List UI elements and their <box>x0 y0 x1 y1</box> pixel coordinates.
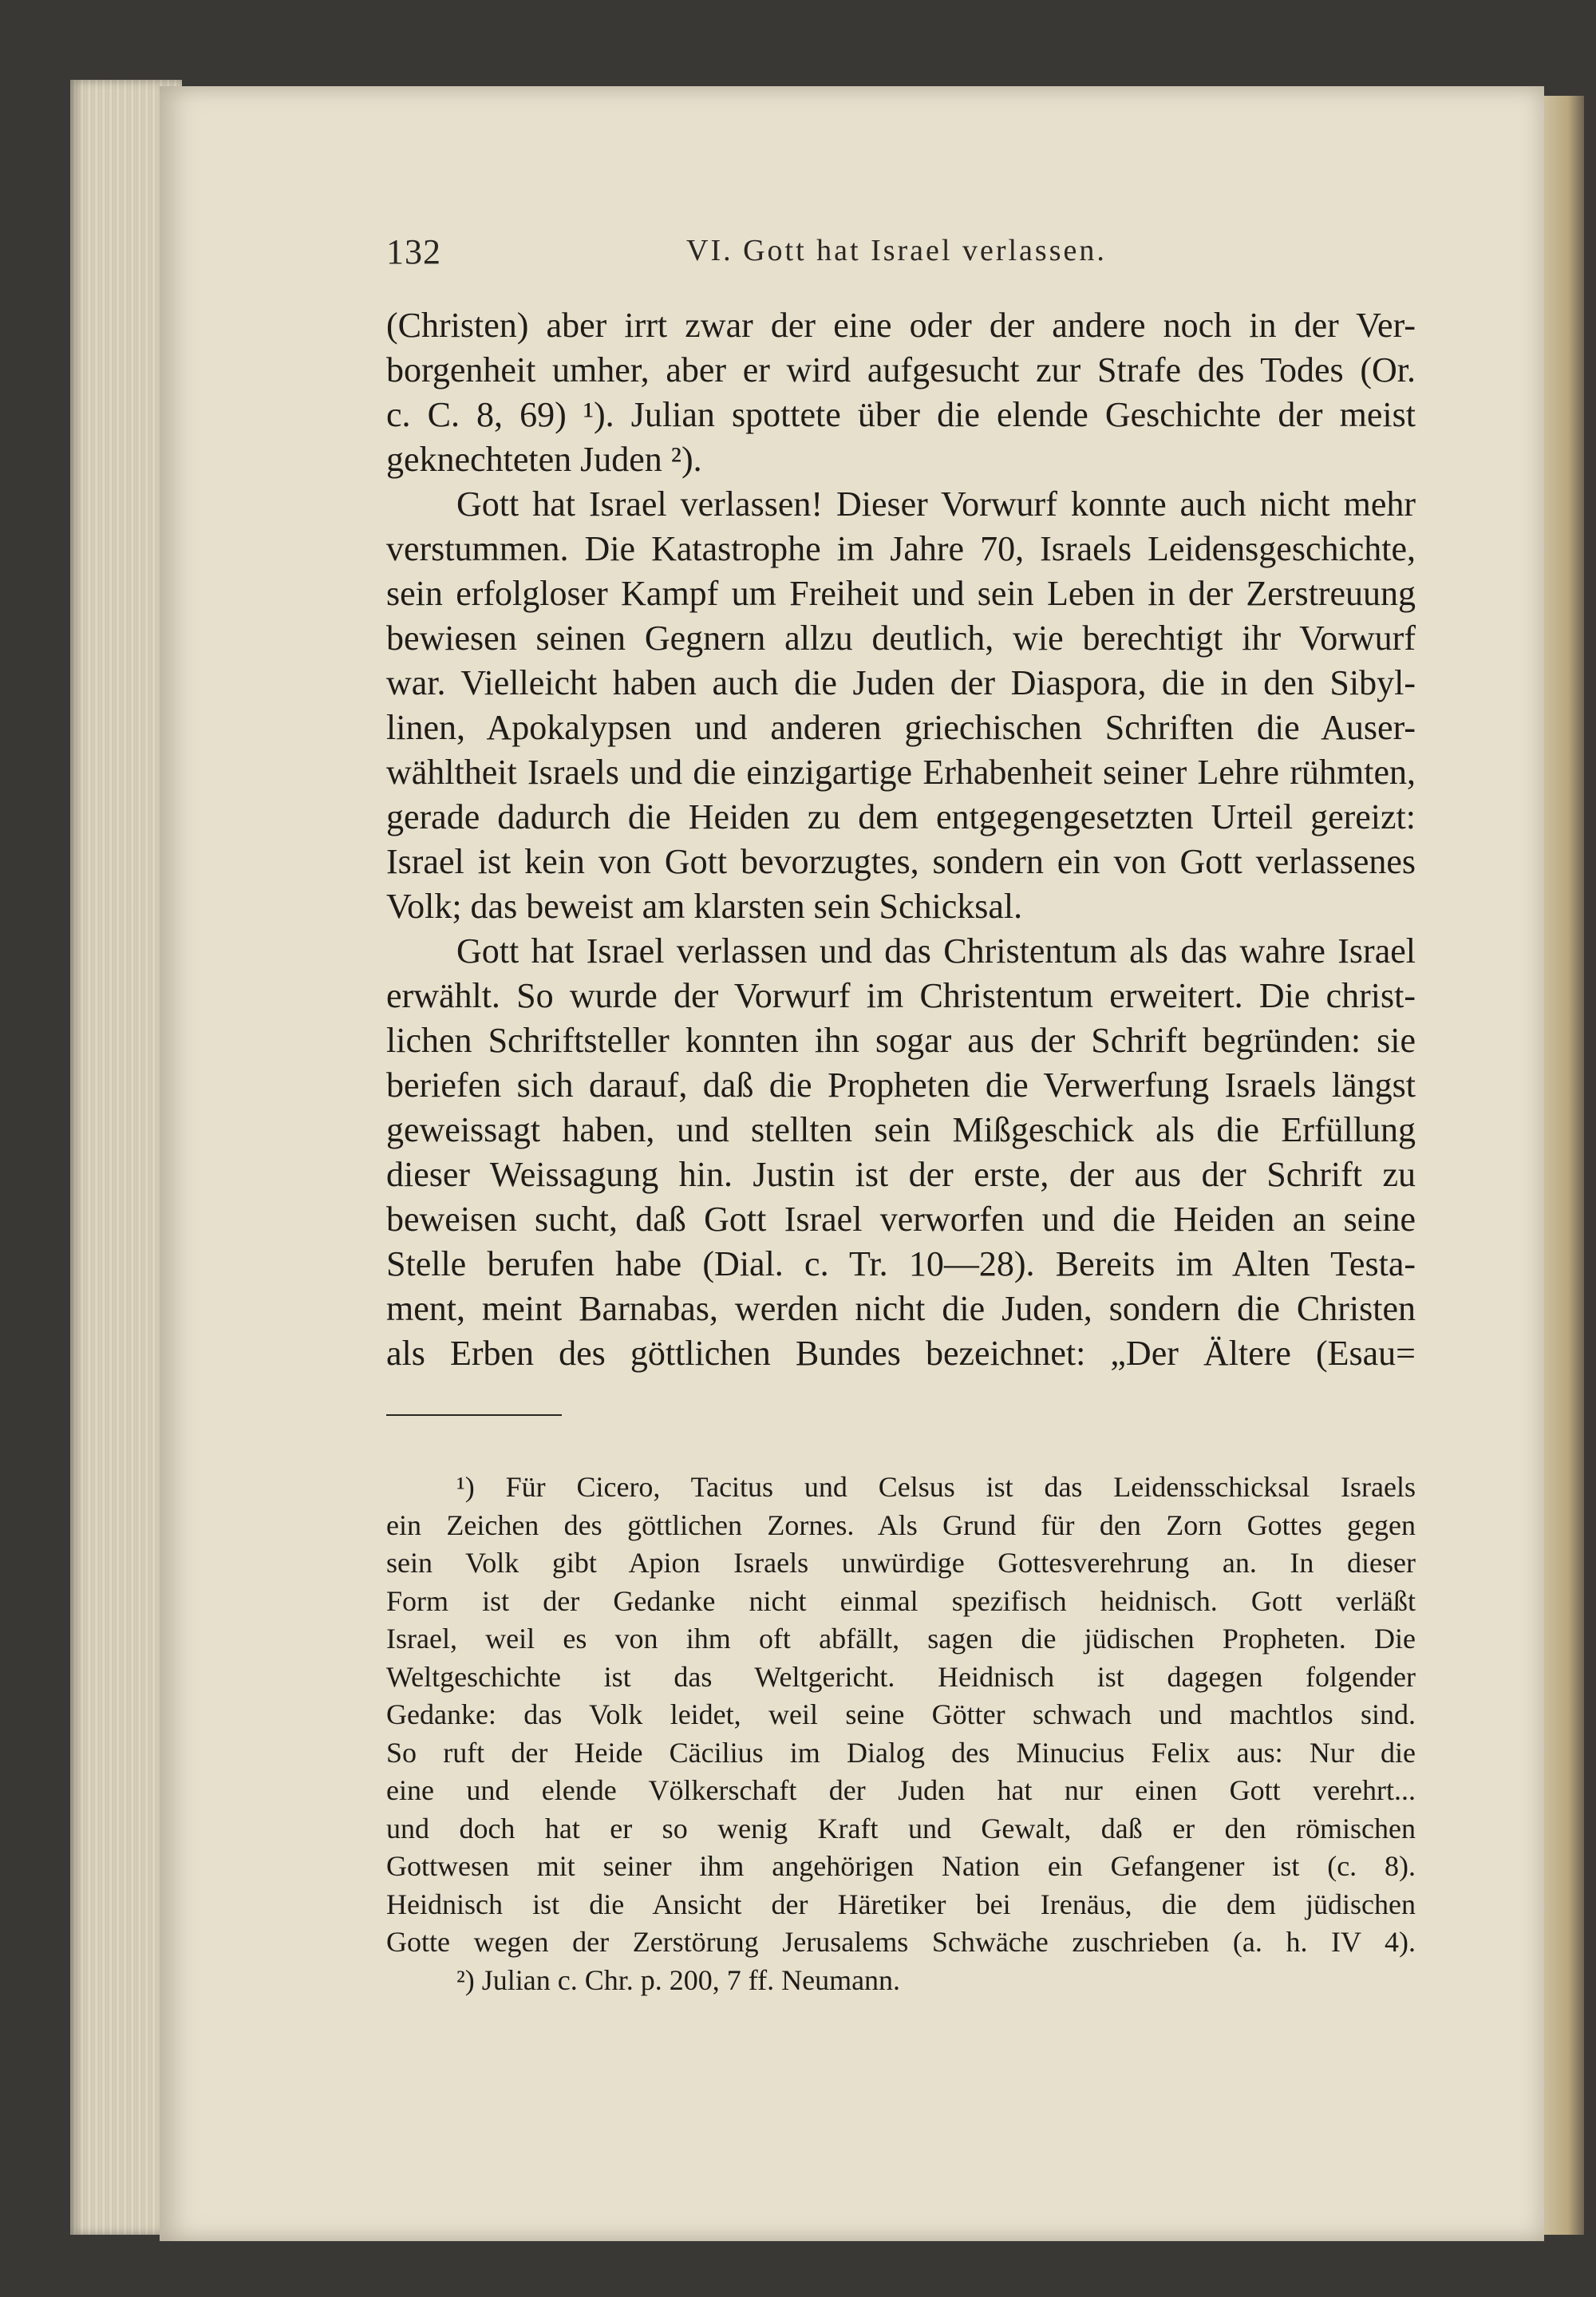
body-line: dieser Weissagung hin. Justin ist der erste, der aus der Schrift zu <box>386 1155 1416 1194</box>
body-line: (Christen) aber irrt zwar der eine oder der andere noch in der Ver- <box>386 306 1416 345</box>
body-line: geweissagt haben, und stellten sein Mißgeschick als die Erfüllung <box>386 1110 1416 1149</box>
body-line: geknechteten Juden ²). <box>386 440 702 479</box>
body-line: gerade dadurch die Heiden zu dem entgegengesetzten Urteil gereizt: <box>386 797 1416 836</box>
body-line: Stelle berufen habe (Dial. c. Tr. 10—28). Bereits im Alten Testa- <box>386 1244 1416 1283</box>
body-line: erwählt. So wurde der Vorwurf im Christentum erweitert. Die christ- <box>386 976 1416 1015</box>
footnote-line: Weltgeschichte ist das Weltgericht. Heidnisch ist dagegen folgender <box>386 1660 1416 1693</box>
footnotes <box>386 1469 1416 1999</box>
footnote-line: Gotte wegen der Zerstörung Jerusalems Schwäche zuschrieben (a. h. IV 4). <box>386 1926 1416 1958</box>
footnote-line: Gottwesen mit seiner ihm angehörigen Nation ein Gefangener ist (c. 8). <box>386 1850 1416 1882</box>
page-number: 132 <box>386 232 441 271</box>
body-line: borgenheit umher, aber er wird aufgesucht zur Strafe des Todes (Or. <box>386 350 1416 389</box>
body-line: sein erfolgloser Kampf um Freiheit und sein Leben in der Zerstreuung <box>386 574 1416 613</box>
body-line: lichen Schriftsteller konnten ihn sogar aus der Schrift begründen: sie <box>386 1021 1416 1060</box>
body-line: Volk; das beweist am klarsten sein Schicksal. <box>386 887 1023 926</box>
footnote-line: Gedanke: das Volk leidet, weil seine Götter schwach und machtlos sind. <box>386 1698 1416 1730</box>
footnote-line: ein Zeichen des göttlichen Zornes. Als Grund für den Zorn Gottes gegen <box>386 1508 1416 1541</box>
body-line: Gott hat Israel verlassen und das Christentum als das wahre Israel <box>456 931 1416 971</box>
footnote-line: sein Volk gibt Apion Israels unwürdige Gottesverehrung an. In dieser <box>386 1547 1416 1579</box>
footnote-line: ¹) Für Cicero, Tacitus und Celsus ist das Leidensschicksal Israels <box>456 1471 1416 1503</box>
body-line: beriefen sich darauf, daß die Propheten die Verwerfung Israels längst <box>386 1065 1416 1105</box>
footnote-line: So ruft der Heide Cäcilius im Dialog des Minucius Felix aus: Nur die <box>386 1736 1416 1769</box>
footnote-line: und doch hat er so wenig Kraft und Gewalt, daß er den römischen <box>386 1812 1416 1844</box>
body-line: c. C. 8, 69) ¹). Julian spottete über die elende Geschichte der meist <box>386 395 1416 434</box>
body-line: bewiesen seinen Gegnern allzu deutlich, wie berechtigt ihr Vorwurf <box>386 619 1416 658</box>
body-line: war. Vielleicht haben auch die Juden der Diaspora, die in den Sibyl- <box>386 663 1416 702</box>
running-head: VI. Gott hat Israel verlassen. <box>686 234 1107 267</box>
footnote-line: eine und elende Völkerschaft der Juden hat nur einen Gott verehrt... <box>386 1774 1416 1806</box>
footnote-line: Israel, weil es von ihm oft abfällt, sagen die jüdischen Propheten. Die <box>386 1623 1416 1655</box>
footnote-line: Heidnisch ist die Ansicht der Häretiker bei Irenäus, die dem jüdischen <box>386 1888 1416 1920</box>
footnote-line: ²) Julian c. Chr. p. 200, 7 ff. Neumann. <box>456 1963 901 1996</box>
body-line: beweisen sucht, daß Gott Israel verworfen und die Heiden an seine <box>386 1200 1416 1239</box>
footnote-line: Form ist der Gedanke nicht einmal spezifisch heidnisch. Gott verläßt <box>386 1584 1416 1617</box>
body-line: Israel ist kein von Gott bevorzugtes, sondern ein von Gott verlassenes <box>386 842 1416 881</box>
body-line: linen, Apokalypsen und anderen griechischen Schriften die Auser- <box>386 708 1416 747</box>
body-line: als Erben des göttlichen Bundes bezeichnet: „Der Ältere (Esau= <box>386 1334 1416 1373</box>
body-line: Gott hat Israel verlassen! Dieser Vorwurf konnte auch nicht mehr <box>456 484 1416 524</box>
body-text <box>386 303 1416 1376</box>
body-line: verstummen. Die Katastrophe im Jahre 70, Israels Leidensgeschichte, <box>386 529 1416 568</box>
body-line: ment, meint Barnabas, werden nicht die Juden, sondern die Christen <box>386 1289 1416 1328</box>
body-line: wähltheit Israels und die einzigartige Erhabenheit seiner Lehre rühmten, <box>386 753 1416 792</box>
footnote-separator <box>386 1414 562 1416</box>
facing-page-edge <box>1544 96 1584 2235</box>
